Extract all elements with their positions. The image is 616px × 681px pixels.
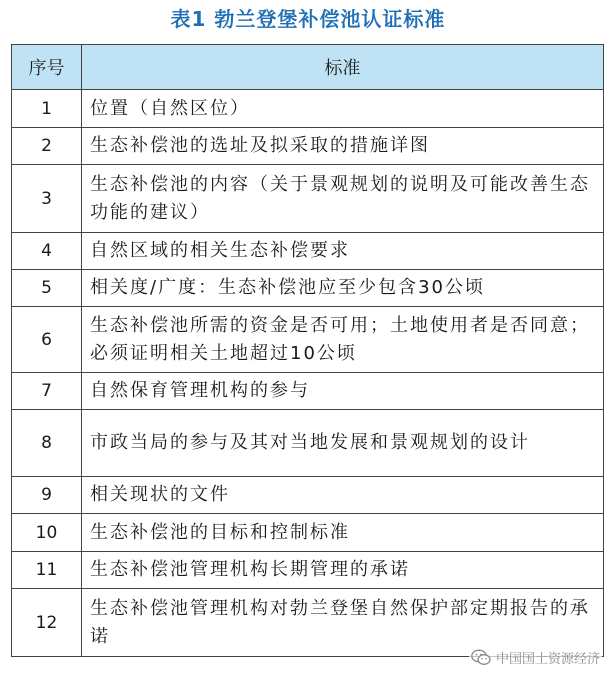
source-watermark [469,645,602,669]
table-row [12,128,604,165]
row-standard: 位置（自然区位） [82,90,604,128]
row-number: 1 [12,90,82,128]
row-number: 9 [12,477,82,514]
row-standard: 生态补偿池的内容（关于景观规划的说明及可能改善生态功能的建议） [82,165,604,233]
table-row [12,410,604,477]
row-number: 11 [12,552,82,589]
row-standard: 生态补偿池的选址及拟采取的措施详图 [82,128,604,165]
row-number: 3 [12,165,82,233]
row-standard: 相关度/广度：生态补偿池应至少包含30公顷 [82,270,604,307]
standards-table [11,44,604,657]
row-standard: 相关现状的文件 [82,477,604,514]
table-row [12,514,604,552]
table-row [12,373,604,410]
row-number: 6 [12,307,82,373]
row-standard: 市政当局的参与及其对当地发展和景观规划的设计 [82,410,604,477]
row-number: 12 [12,589,82,657]
table-row [12,270,604,307]
table-header-row [12,45,604,90]
row-standard: 自然区域的相关生态补偿要求 [82,233,604,270]
row-number: 10 [12,514,82,552]
table-row [12,233,604,270]
row-standard: 生态补偿池管理机构长期管理的承诺 [82,552,604,589]
row-standard: 生态补偿池所需的资金是否可用；土地使用者是否同意；必须证明相关土地超过10公顷 [82,307,604,373]
wechat-icon [471,649,491,666]
table-row [12,90,604,128]
row-number: 4 [12,233,82,270]
header-serial-number: 序号 [12,45,82,90]
row-standard: 生态补偿池的目标和控制标准 [82,514,604,552]
watermark-text: 中国国土资源经济 [495,651,600,667]
table-row [12,307,604,373]
row-number: 8 [12,410,82,477]
row-number: 7 [12,373,82,410]
table-row [12,477,604,514]
row-standard: 自然保育管理机构的参与 [82,373,604,410]
row-number: 5 [12,270,82,307]
table-row [12,165,604,233]
table-title: 表1 勃兰登堡补偿池认证标准 [170,7,446,31]
row-standard: 生态补偿池管理机构对勃兰登堡自然保护部定期报告的承诺 [82,589,604,657]
row-number: 2 [12,128,82,165]
table-row [12,552,604,589]
header-standard: 标准 [82,45,604,90]
